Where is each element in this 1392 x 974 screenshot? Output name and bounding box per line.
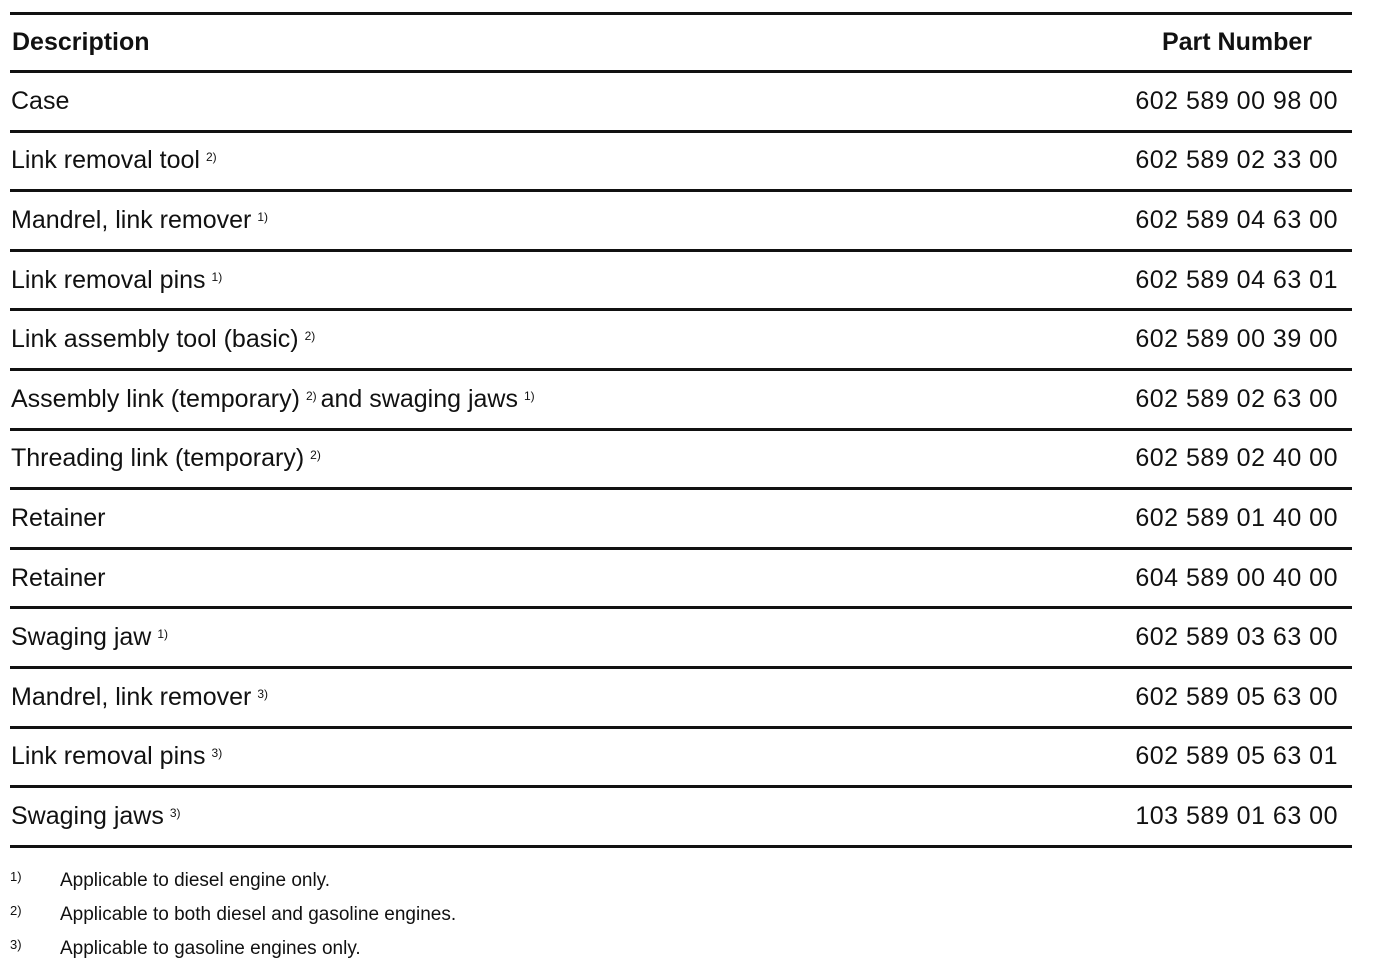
footnote	[10, 864, 456, 898]
row-description	[10, 742, 222, 771]
row-part-number: 602 589 05 63 01	[1135, 742, 1338, 771]
description-text: Mandrel, link remover	[11, 205, 252, 234]
row-description	[10, 206, 268, 235]
table-row	[10, 252, 1352, 312]
footnote-ref: 1)	[211, 269, 223, 284]
table-row	[10, 490, 1352, 550]
table-row	[10, 311, 1352, 371]
table-header	[10, 15, 1352, 73]
table-row	[10, 609, 1352, 669]
table-row	[10, 669, 1352, 729]
description-text: Link removal pins	[11, 265, 206, 294]
footnote-ref: 2)	[304, 329, 316, 344]
row-description	[10, 564, 106, 593]
footnote-ref: 3)	[257, 686, 269, 701]
footnote-mark: 1)	[10, 868, 22, 884]
description-text: Case	[11, 86, 70, 115]
row-part-number: 602 589 05 63 00	[1135, 682, 1338, 711]
row-description	[10, 504, 106, 533]
footnote-text: Applicable to gasoline engines only.	[60, 938, 361, 959]
row-part-number: 103 589 01 63 00	[1135, 801, 1338, 830]
header-part-number: Part Number	[1161, 28, 1312, 56]
row-part-number: 602 589 02 63 00	[1135, 384, 1338, 413]
description-text: Link removal pins	[11, 742, 206, 771]
footnote-ref: 2)	[310, 448, 321, 463]
description-text: Swaging jaw	[11, 623, 152, 652]
footnote-ref: 1)	[523, 388, 535, 403]
row-part-number: 602 589 00 39 00	[1135, 325, 1338, 354]
row-part-number: 602 589 01 40 00	[1135, 503, 1338, 532]
description-text-cont: and swaging jaws	[320, 384, 518, 413]
table-row	[10, 192, 1352, 252]
footnote-ref: 2)	[205, 150, 217, 165]
footnote-ref: 2)	[305, 388, 317, 403]
row-part-number: 602 589 04 63 01	[1135, 265, 1338, 294]
row-description	[10, 325, 315, 354]
table-row	[10, 788, 1352, 848]
footnote-ref: 1)	[257, 209, 269, 224]
footnote-mark: 3)	[10, 936, 22, 952]
row-part-number: 604 589 00 40 00	[1135, 563, 1338, 592]
footnote-ref: 3)	[169, 805, 181, 820]
description-text: Mandrel, link remover	[11, 682, 252, 711]
footnote-ref: 3)	[211, 746, 223, 761]
footnote-text: Applicable to both diesel and gasoline engines.	[60, 904, 457, 925]
table-row	[10, 371, 1352, 431]
table-row	[10, 431, 1352, 491]
row-part-number: 602 589 04 63 00	[1135, 205, 1338, 234]
parts-table	[10, 12, 1352, 848]
description-text: Link assembly tool (basic)	[11, 325, 299, 354]
row-description	[10, 623, 168, 652]
footnote	[10, 898, 456, 932]
table-row	[10, 73, 1352, 133]
table-row	[10, 133, 1352, 193]
header-description: Description	[12, 28, 150, 56]
row-description	[10, 87, 69, 116]
footnote	[10, 932, 456, 966]
row-description	[10, 444, 321, 473]
row-description	[10, 802, 181, 831]
row-part-number: 602 589 02 33 00	[1135, 146, 1338, 175]
footnote-text: Applicable to diesel engine only.	[60, 870, 331, 891]
table-row	[10, 729, 1352, 789]
row-description	[10, 683, 268, 712]
row-part-number: 602 589 03 63 00	[1135, 623, 1338, 652]
description-text: Retainer	[11, 503, 106, 532]
row-description	[10, 146, 217, 175]
table-row	[10, 550, 1352, 610]
description-text: Swaging jaws	[11, 801, 164, 830]
description-text: Assembly link (temporary)	[11, 384, 300, 413]
row-description	[10, 266, 222, 295]
footnotes	[10, 864, 456, 966]
footnote-mark: 2)	[10, 902, 22, 918]
footnote-ref: 1)	[157, 627, 169, 642]
row-part-number: 602 589 00 98 00	[1135, 86, 1338, 115]
description-text: Threading link (temporary)	[11, 444, 305, 473]
row-part-number: 602 589 02 40 00	[1135, 444, 1338, 473]
description-text: Retainer	[11, 563, 106, 592]
row-description	[10, 385, 535, 414]
description-text: Link removal tool	[11, 146, 200, 175]
